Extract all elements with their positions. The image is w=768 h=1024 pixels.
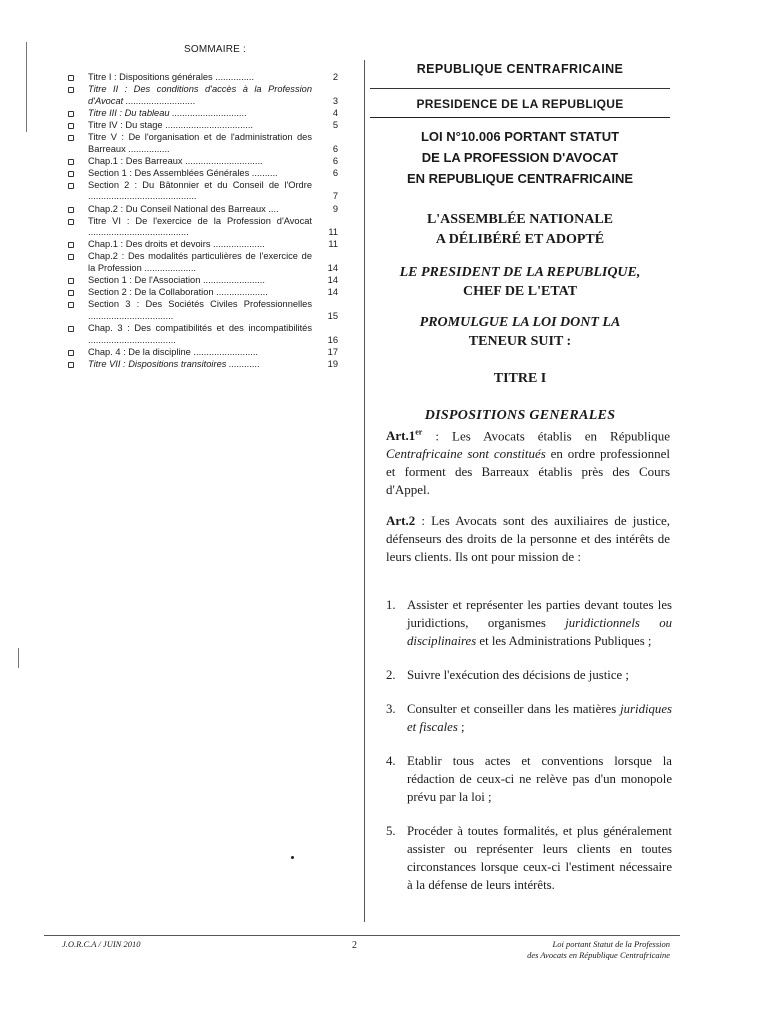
mission-number: 5. xyxy=(386,824,396,838)
mission-item xyxy=(386,596,672,650)
toc-entry-label: Chap.1 : Des Barreaux .............................. xyxy=(88,155,263,166)
promulgation-statement xyxy=(370,313,670,351)
mission-text: Procéder à toutes formalités, et plus généralement assister ou représenter leurs clients en toutes circonstances lorsque ceux-ci l'estiment nécessaire à la défense de leurs intérêts. xyxy=(407,824,672,892)
mission-text: ; xyxy=(457,720,465,734)
toc-entry xyxy=(66,275,342,287)
toc-entry-label: Section 1 : De l'Association ........................ xyxy=(88,275,265,286)
footer-journal: J.O.R.C.A / JUIN 2010 xyxy=(62,939,141,949)
bullet-icon xyxy=(68,302,74,308)
bullet-icon xyxy=(68,123,74,129)
toc-title: SOMMAIRE : xyxy=(183,44,246,55)
law-header xyxy=(370,58,670,424)
toc-entry-page: 11 xyxy=(328,227,338,238)
bullet-icon xyxy=(68,75,74,81)
mission-text: Etablir tous actes et conventions lorsque la rédaction de ceux-ci ne relève pas d'un monopole prévu par la loi ; xyxy=(407,754,672,804)
president-line: LE PRESIDENT DE LA REPUBLIQUE, xyxy=(399,265,641,280)
toc-entry-page: 14 xyxy=(327,275,338,286)
bullet-icon xyxy=(68,254,74,260)
bullet-icon xyxy=(68,242,74,248)
bullet-icon xyxy=(68,87,74,93)
article-text-italic: Centrafricaine sont constitués xyxy=(386,446,546,462)
mission-number: 1. xyxy=(386,598,396,612)
bullet-icon xyxy=(68,183,74,189)
bullet-icon xyxy=(68,207,74,213)
titre-heading: TITRE I xyxy=(493,371,547,386)
president-statement xyxy=(370,263,670,301)
bullet-icon xyxy=(68,135,74,141)
bullet-icon xyxy=(68,362,74,368)
toc-entry-label: Titre VI : De l'exercice de la Profession d'Avocat ....................................... xyxy=(88,215,312,238)
toc-entry xyxy=(66,287,342,299)
toc-entry xyxy=(66,108,342,120)
bullet-icon xyxy=(68,350,74,356)
toc-entry xyxy=(66,72,342,84)
toc-entry xyxy=(66,204,342,216)
toc-entry-label: Chap. 3 : Des compatibilités et des incompatibilités .................................. xyxy=(88,322,312,345)
table-of-contents xyxy=(66,72,342,371)
scan-speck xyxy=(291,856,294,859)
toc-entry xyxy=(66,347,342,359)
toc-entry xyxy=(66,132,342,155)
bullet-icon xyxy=(68,290,74,296)
toc-entry-label: Chap.2 : Du Conseil National des Barreaux .... xyxy=(88,203,279,214)
toc-entry-label: Titre IV : Du stage .................................. xyxy=(88,119,253,130)
dispositions-heading: DISPOSITIONS GENERALES xyxy=(424,408,616,423)
toc-entry-label: Chap.1 : Des droits et devoirs .................... xyxy=(88,239,265,250)
footer-running-line: Loi portant Statut de la Profession xyxy=(552,939,670,949)
bullet-icon xyxy=(68,171,74,177)
footer-rule xyxy=(44,935,680,936)
toc-entry-page: 5 xyxy=(332,119,338,130)
margin-mark xyxy=(18,648,19,668)
law-title-line: DE LA PROFESSION D'AVOCAT xyxy=(421,150,619,165)
toc-entry-label: Chap. 4 : De la discipline ......................... xyxy=(88,346,258,357)
toc-entry-label: Section 2 : Du Bâtonnier et du Conseil de l'Ordre .......................................... xyxy=(88,179,312,202)
toc-entry-page: 7 xyxy=(332,191,338,202)
footer-running-line: des Avocats en République Centrafricaine xyxy=(527,950,670,960)
toc-entry-page: 16 xyxy=(327,334,338,345)
bullet-icon xyxy=(68,278,74,284)
article-2 xyxy=(386,512,670,566)
toc-entry-label: Titre I : Dispositions générales ............... xyxy=(88,72,255,82)
assemblee-statement xyxy=(370,210,670,250)
bullet-icon xyxy=(68,159,74,165)
toc-entry xyxy=(66,359,342,371)
bullet-icon xyxy=(68,219,74,225)
toc-entry-page: 14 xyxy=(327,263,338,273)
mission-item xyxy=(386,822,672,894)
toc-entry xyxy=(66,84,342,107)
mission-text: Consulter et conseiller dans les matières xyxy=(407,702,621,716)
page-number: 2 xyxy=(352,940,357,951)
republic-heading: REPUBLIQUE CENTRAFRICAINE xyxy=(370,62,670,89)
article-1 xyxy=(386,424,670,499)
toc-entry xyxy=(66,168,342,180)
mission-text: Assister et représenter les parties devant toutes les juridictions, organismes xyxy=(407,598,672,630)
promulgue-line: TENEUR SUIT : xyxy=(468,334,572,349)
article-label: Art.1er xyxy=(386,428,423,444)
toc-entry-label: Titre VII : Dispositions transitoires ............ xyxy=(88,358,260,369)
article-text: en ordre professionnel et forment des Barreaux établis près des Cours d'Appel. xyxy=(386,446,670,498)
toc-entry-page: 14 xyxy=(327,287,338,298)
mission-item xyxy=(386,752,672,806)
article-text: : Les Avocats sont des auxiliaires de justice, défenseurs des droits de la personne et des intérêts de leurs clients. Ils ont pour mission de : xyxy=(386,513,670,564)
toc-entry xyxy=(66,239,342,251)
mission-text: juridictionnels ou disciplinaires xyxy=(407,616,672,648)
bullet-icon xyxy=(68,326,74,332)
law-title xyxy=(370,126,670,189)
mission-number: 4. xyxy=(386,754,396,768)
column-divider xyxy=(364,60,365,922)
toc-entry-page: 6 xyxy=(332,143,338,154)
mission-text: juridiques et fiscales xyxy=(407,702,672,734)
president-line: CHEF DE L'ETAT xyxy=(462,284,578,299)
toc-entry-page: 15 xyxy=(327,310,338,321)
missions-list xyxy=(386,596,672,910)
toc-entry-page: 6 xyxy=(332,155,338,166)
mission-item xyxy=(386,666,672,684)
toc-entry-label: Section 2 : De la Collaboration .................... xyxy=(88,287,268,298)
toc-entry-label: Chap.2 : Des modalités particulières de l'exercice de la Profession .................... xyxy=(88,251,312,273)
toc-entry-page: 2 xyxy=(332,72,338,82)
mission-number: 3. xyxy=(386,702,396,716)
law-title-line: EN REPUBLIQUE CENTRAFRICAINE xyxy=(406,171,634,186)
toc-entry-page: 11 xyxy=(328,239,338,250)
margin-mark xyxy=(26,42,27,132)
toc-entry-label: Section 1 : Des Assemblées Générales .......... xyxy=(88,167,278,178)
toc-entry xyxy=(66,251,342,274)
law-title-line: LOI N°10.006 PORTANT STATUT xyxy=(420,129,620,144)
toc-entry-page: 6 xyxy=(332,167,338,178)
mission-text: et les Administrations Publiques ; xyxy=(476,634,652,648)
footer-running-title xyxy=(470,939,670,961)
assemblee-line: L'ASSEMBLÉE NATIONALE xyxy=(426,212,614,227)
toc-entry xyxy=(66,323,342,346)
mission-text: Suivre l'exécution des décisions de justice ; xyxy=(407,668,629,682)
toc-entry xyxy=(66,156,342,168)
toc-entry xyxy=(66,299,342,322)
toc-entry-page: 4 xyxy=(332,107,338,118)
toc-entry-page: 19 xyxy=(327,358,338,369)
toc-entry xyxy=(66,120,342,132)
presidence-heading: PRESIDENCE DE LA REPUBLIQUE xyxy=(370,97,670,118)
article-label: Art.2 xyxy=(386,513,416,528)
toc-entry-label: Titre III : Du tableau ............................. xyxy=(88,107,248,118)
toc-entry-page: 9 xyxy=(332,203,338,214)
bullet-icon xyxy=(68,111,74,117)
toc-entry xyxy=(66,216,342,239)
toc-entry-page: 3 xyxy=(332,95,338,106)
promulgue-line: PROMULGUE LA LOI DONT LA xyxy=(419,315,621,330)
toc-entry xyxy=(66,180,342,203)
mission-item xyxy=(386,700,672,736)
toc-entry-page: 17 xyxy=(327,346,338,357)
toc-entry-label: Titre II : Des conditions d'accès à la Profession d'Avocat ........................... xyxy=(88,84,312,106)
toc-entry-label: Section 3 : Des Sociétés Civiles Professionnelles ................................. xyxy=(88,299,312,321)
toc-entry-label: Titre V : De l'organisation et de l'administration des Barreaux ................ xyxy=(88,131,312,154)
article-text: : Les Avocats établis en République xyxy=(422,428,670,444)
mission-number: 2. xyxy=(386,668,396,682)
assemblee-line: A DÉLIBÉRÉ ET ADOPTÉ xyxy=(435,232,605,247)
